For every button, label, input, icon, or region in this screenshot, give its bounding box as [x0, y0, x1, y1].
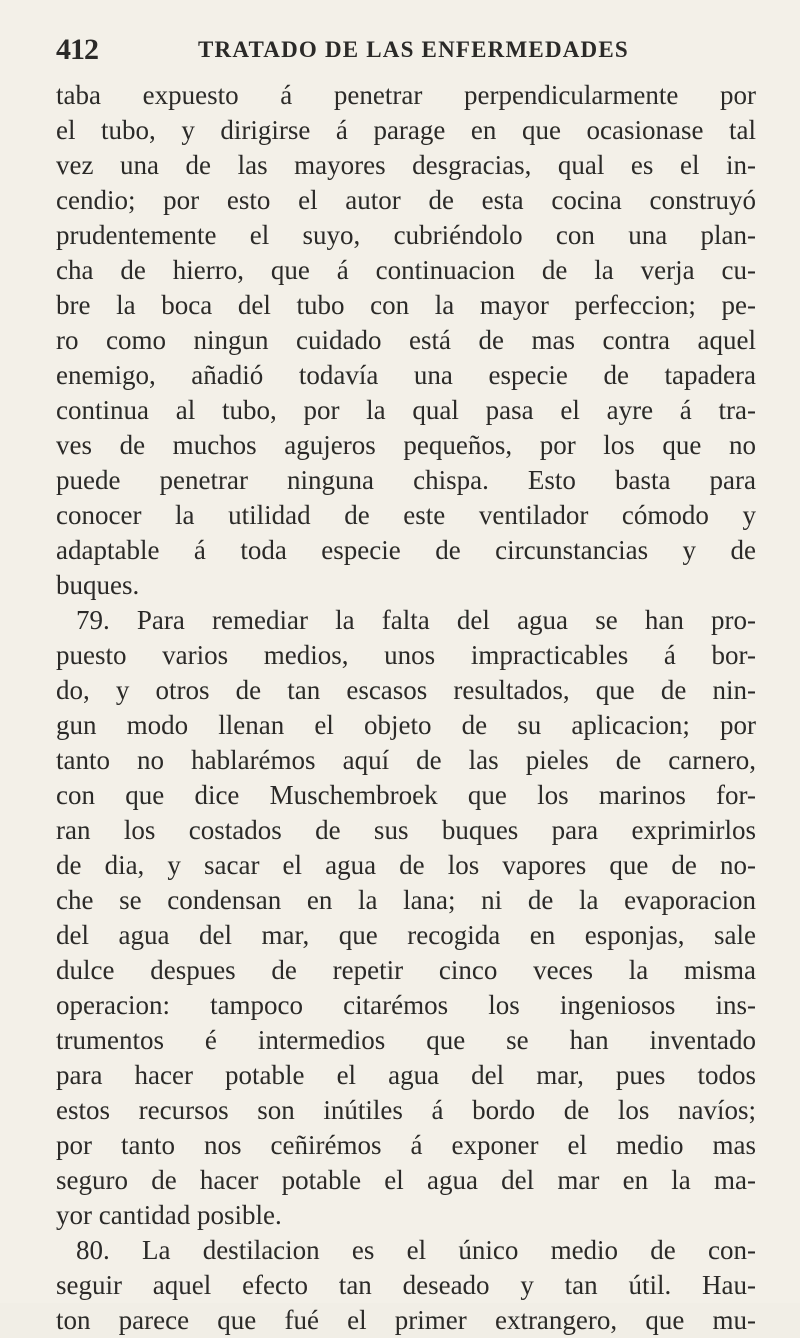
text-line: buques.	[56, 570, 140, 600]
paragraph-80-start: 80. La destilacion es el único medio de con-	[76, 1235, 756, 1265]
text-line: seguir aquel efecto tan deseado y tan útil. Hau-	[56, 1270, 756, 1300]
text-line: conocer la utilidad de este ventilador cómodo y	[56, 500, 756, 530]
page-number: 412	[56, 33, 98, 66]
text-line: vez una de las mayores desgracias, qual es el in-	[56, 150, 756, 180]
text-line: de dia, y sacar el agua de los vapores que de no-	[56, 850, 756, 880]
text-line: enemigo, añadió todavía una especie de tapadera	[56, 360, 756, 390]
text-line: continua al tubo, por la qual pasa el ayre á tra-	[56, 395, 756, 425]
text-line: ran los costados de sus buques para exprimirlos	[56, 815, 756, 845]
text-line: cha de hierro, que á continuacion de la verja cu-	[56, 255, 756, 285]
running-title: TRATADO DE LAS ENFERMEDADES	[198, 37, 629, 62]
text-line: che se condensan en la lana; ni de la evaporacion	[56, 885, 756, 915]
body-text	[56, 78, 756, 1338]
text-line: operacion: tampoco citarémos los ingeniosos ins-	[56, 990, 756, 1020]
text-line: para hacer potable el agua del mar, pues todos	[56, 1060, 756, 1090]
text-line: bre la boca del tubo con la mayor perfeccion; pe-	[56, 290, 756, 320]
text-line: ves de muchos agujeros pequeños, por los que no	[56, 430, 756, 460]
text-line: del agua del mar, que recogida en esponjas, sale	[56, 920, 756, 950]
text-line: prudentemente el suyo, cubriéndolo con una plan-	[56, 220, 756, 250]
text-line: ton parece que fué el primer extrangero, que mu-	[56, 1305, 756, 1335]
text-line: seguro de hacer potable el agua del mar en la ma-	[56, 1165, 756, 1195]
text-line: trumentos é intermedios que se han inventado	[56, 1025, 756, 1055]
text-line: dulce despues de repetir cinco veces la misma	[56, 955, 756, 985]
running-head	[56, 30, 756, 70]
text-line: gun modo llenan el objeto de su aplicacion; por	[56, 710, 756, 740]
text-line: yor cantidad posible.	[56, 1200, 282, 1230]
text-line: el tubo, y dirigirse á parage en que ocasionase tal	[56, 115, 756, 145]
text-line: cendio; por esto el autor de esta cocina construyó	[56, 185, 756, 215]
paragraph-79-start: 79. Para remediar la falta del agua se han pro-	[76, 605, 756, 635]
text-line: por tanto nos ceñirémos á exponer el medio mas	[56, 1130, 756, 1160]
text-line: estos recursos son inútiles á bordo de los navíos;	[56, 1095, 756, 1125]
text-line: puesto varios medios, unos impracticables á bor-	[56, 640, 756, 670]
text-line: taba expuesto á penetrar perpendicularmente por	[56, 80, 756, 110]
text-line: ro como ningun cuidado está de mas contra aquel	[56, 325, 756, 355]
text-line: do, y otros de tan escasos resultados, que de nin-	[56, 675, 756, 705]
text-line: tanto no hablarémos aquí de las pieles de carnero,	[56, 745, 756, 775]
text-line: puede penetrar ninguna chispa. Esto basta para	[56, 465, 756, 495]
text-line: con que dice Muschembroek que los marinos for-	[56, 780, 756, 810]
text-line: adaptable á toda especie de circunstancias y de	[56, 535, 756, 565]
